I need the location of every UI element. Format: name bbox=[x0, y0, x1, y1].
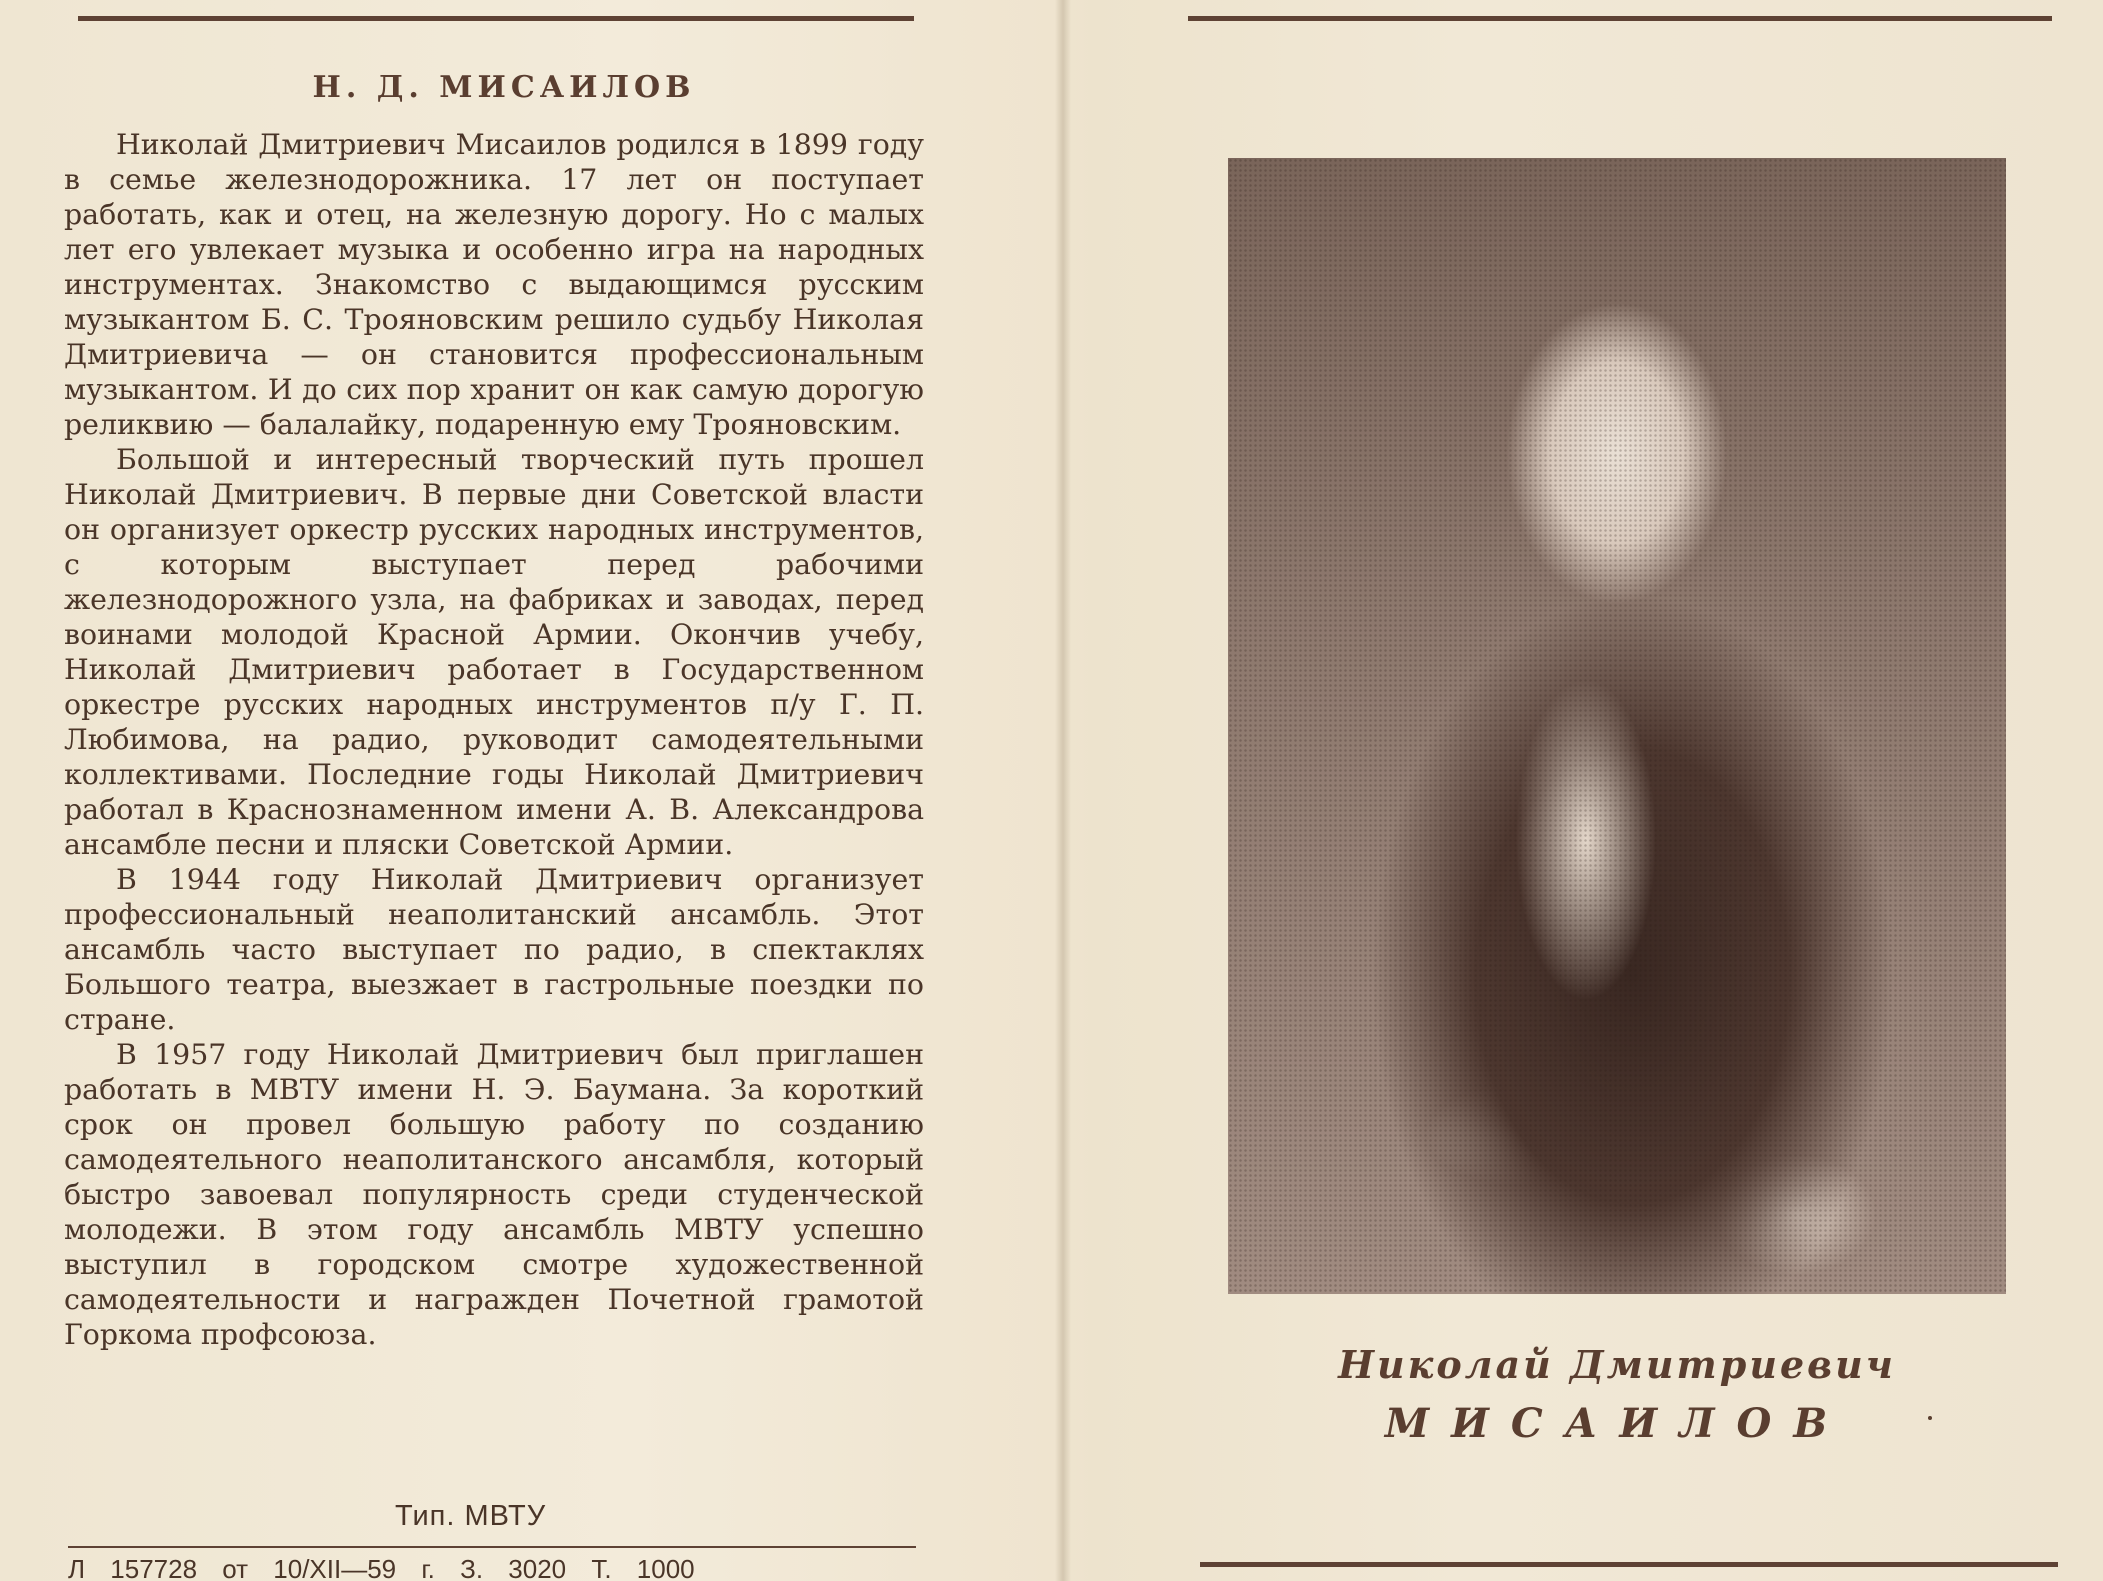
biography-page bbox=[64, 70, 924, 1352]
biography-paragraph: Николай Дмитриевич Мисаилов родился в 1899 году в семье железнодорожника. 17 лет он поступает работать, как и отец, на железную дорогу. Но с малых лет его увлекает музыка и особенно игра на народных инструментах. Знакомство с выдающимся русским музыкантом Б. С. Трояновским решило судьбу Николая Дмитриевича — он становится профессиональным музыкантом. И до сих пор хранит он как самую дорогую реликвию — балалайку, подаренную ему Трояновским. bbox=[64, 128, 924, 441]
caption-name: Николай Дмитриевич bbox=[1338, 1342, 1896, 1387]
biography-paragraph: В 1957 году Николай Дмитриевич был приглашен работать в МВТУ имени Н. Э. Баумана. За короткий срок он провел большую работу по созданию самодеятельного неаполитанского ансамбля, который быстро завоевал популярность среди студенческой молодежи. В этом году ансамбль МВТУ успешно выступил в городском смотре художественной самодеятельности и награжден Почетной грамотой Горкома профсоюза. bbox=[64, 1038, 924, 1351]
biography-paragraph: В 1944 году Николай Дмитриевич организует профессиональный неаполитанский ансамбль. Этот ансамбль часто выступает по радио, в спектаклях Большого театра, выезжает в гастрольные поездки по стране. bbox=[64, 863, 924, 1036]
print-details: Л 157728 от 10/XII—59 г. З. 3020 Т. 1000 bbox=[68, 1554, 695, 1581]
top-rule-right bbox=[1188, 16, 2052, 21]
page-title: Н. Д. МИСАИЛОВ bbox=[312, 70, 696, 105]
biography-paragraph: Большой и интересный творческий путь прошел Николай Дмитриевич. В первые дни Советской власти он организует оркестр русских народных инструментов, с которым выступает перед рабочими железнодорожного узла, на фабриках и заводах, перед воинами молодой Красной Армии. Окончив учебу, Николай Дмитриевич работает в Государственном оркестре русских народных инструментов п/у Г. П. Любимова, на радио, руководит самодеятельными коллективами. Последние годы Николай Дмитриевич работал в Краснознаменном имени А. В. Александрова ансамбле песни и пляски Советской Армии. bbox=[64, 443, 924, 861]
center-fold bbox=[1055, 0, 1071, 1581]
caption-surname: МИСАИЛОВ bbox=[1384, 1400, 1850, 1447]
bottom-rule-left bbox=[68, 1546, 916, 1548]
ink-speck bbox=[1928, 1416, 1932, 1420]
printer-imprint: Тип. МВТУ bbox=[395, 1500, 547, 1532]
portrait-photo bbox=[1228, 158, 2006, 1294]
top-rule-left bbox=[78, 16, 914, 21]
bottom-rule-right bbox=[1200, 1562, 2058, 1567]
